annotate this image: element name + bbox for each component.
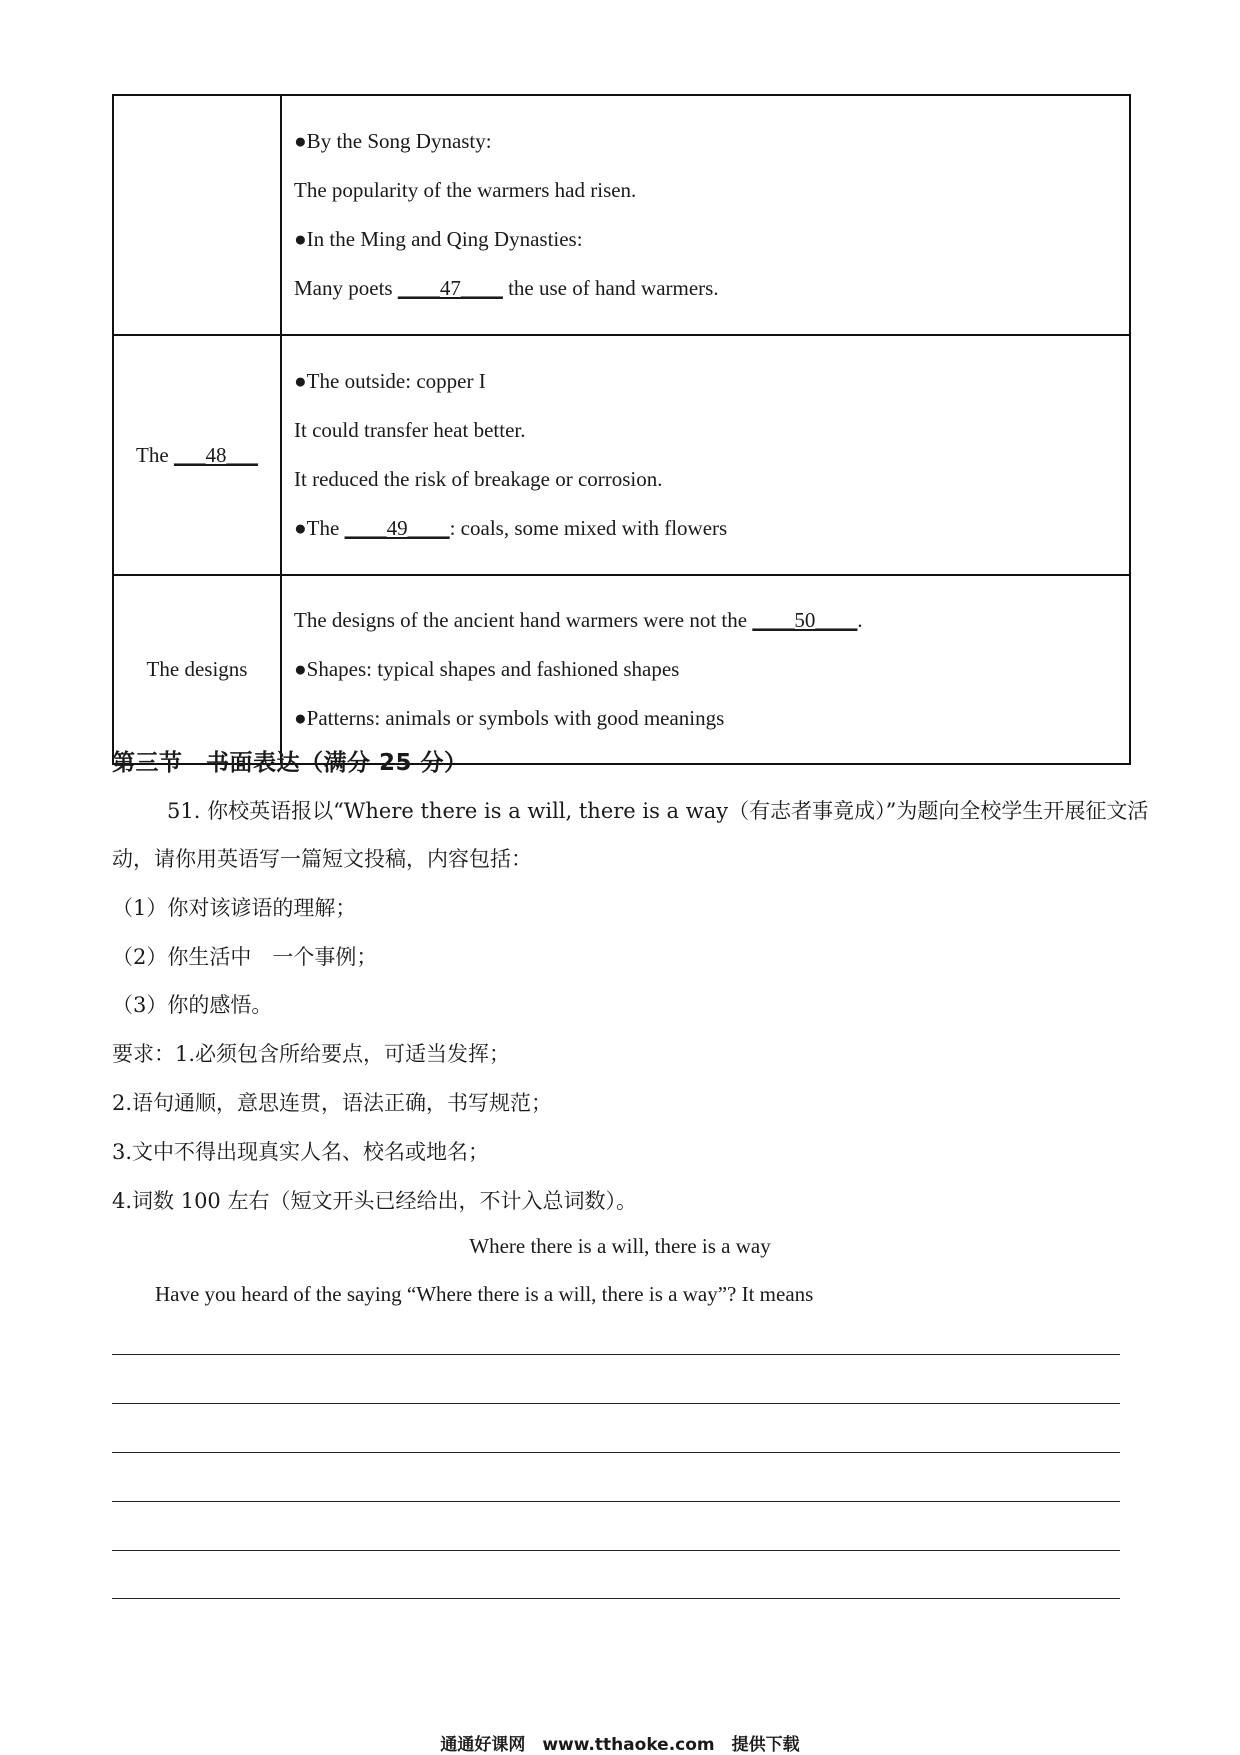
content-line: It reduced the risk of breakage or corrosion.: [294, 466, 663, 491]
line-text: the use of hand warmers.: [502, 275, 719, 300]
table-row: [113, 335, 1130, 575]
blank-47: ____47____: [397, 275, 503, 300]
content-line: ●By the Song Dynasty:: [294, 128, 492, 153]
table-row: [113, 95, 1130, 335]
page-footer: 通通好课网 www.tthaoke.com 提供下载: [440, 1735, 800, 1755]
writing-line: [112, 1598, 1120, 1599]
content-line: ●In the Ming and Qing Dynasties:: [294, 226, 583, 251]
line-text: The designs of the ancient hand warmers were not the: [294, 607, 753, 632]
content-line-with-blank: [294, 608, 1117, 632]
row-label: [113, 335, 281, 575]
requirement-item: 2.语句通顺，意思连贯，语法正确，书写规范；: [112, 1091, 553, 1115]
content-line: ●Shapes: typical shapes and fashioned shapes: [294, 656, 680, 681]
blank-49: ____49____: [344, 515, 450, 540]
essay-title: Where there is a will, there is a way: [469, 1234, 771, 1258]
line-text: Many poets: [294, 275, 398, 300]
writing-line: [112, 1354, 1120, 1355]
line-text: : coals, some mixed with flowers: [449, 515, 728, 540]
row-content: [281, 95, 1130, 335]
row-label: The designs: [113, 575, 281, 764]
writing-line: [112, 1501, 1120, 1502]
point-item: （1）你对该谚语的理解；: [112, 896, 357, 920]
content-line: It could transfer heat better.: [294, 417, 526, 442]
content-line-with-blank: [294, 276, 1117, 300]
table-row: [113, 575, 1130, 764]
writing-line: [112, 1452, 1120, 1453]
info-table: [112, 94, 1131, 765]
requirement-item: 4.词数 100 左右（短文开头已经给出，不计入总词数）。: [112, 1189, 637, 1213]
row-label-empty: [113, 95, 281, 335]
requirement-item: 3.文中不得出现真实人名、校名或地名；: [112, 1140, 490, 1164]
content-line: The popularity of the warmers had risen.: [294, 177, 637, 202]
row-content: [281, 335, 1130, 575]
blank-48: ___48___: [173, 442, 258, 467]
writing-line: [112, 1550, 1120, 1551]
essay-opening: Have you heard of the saying “Where there is a will, there is a way”? It means: [155, 1282, 814, 1306]
section-title: 第三节 书面表达（满分 25 分）: [112, 750, 468, 776]
content-line-with-blank: [294, 516, 1117, 540]
line-text: .: [857, 607, 863, 632]
point-item: （3）你的感悟。: [112, 993, 273, 1017]
content-line: ●The outside: copper I: [294, 368, 486, 393]
content-line: ●Patterns: animals or symbols with good meanings: [294, 705, 725, 730]
requirement-item: 要求：1.必须包含所给要点，可适当发挥；: [112, 1042, 511, 1066]
writing-line: [112, 1403, 1120, 1404]
row-content: [281, 575, 1130, 764]
point-item: （2）你生活中 一个事例；: [112, 945, 378, 969]
prompt-line: 51. 你校英语报以“Where there is a will, there is a way（有志者事竟成）”为题向全校学生开展征文活: [167, 799, 1149, 823]
label-text: The: [136, 442, 174, 467]
prompt-line: 动，请你用英语写一篇短文投稿，内容包括：: [112, 847, 532, 871]
blank-50: ____50____: [752, 607, 858, 632]
line-text: ●The: [294, 515, 345, 540]
